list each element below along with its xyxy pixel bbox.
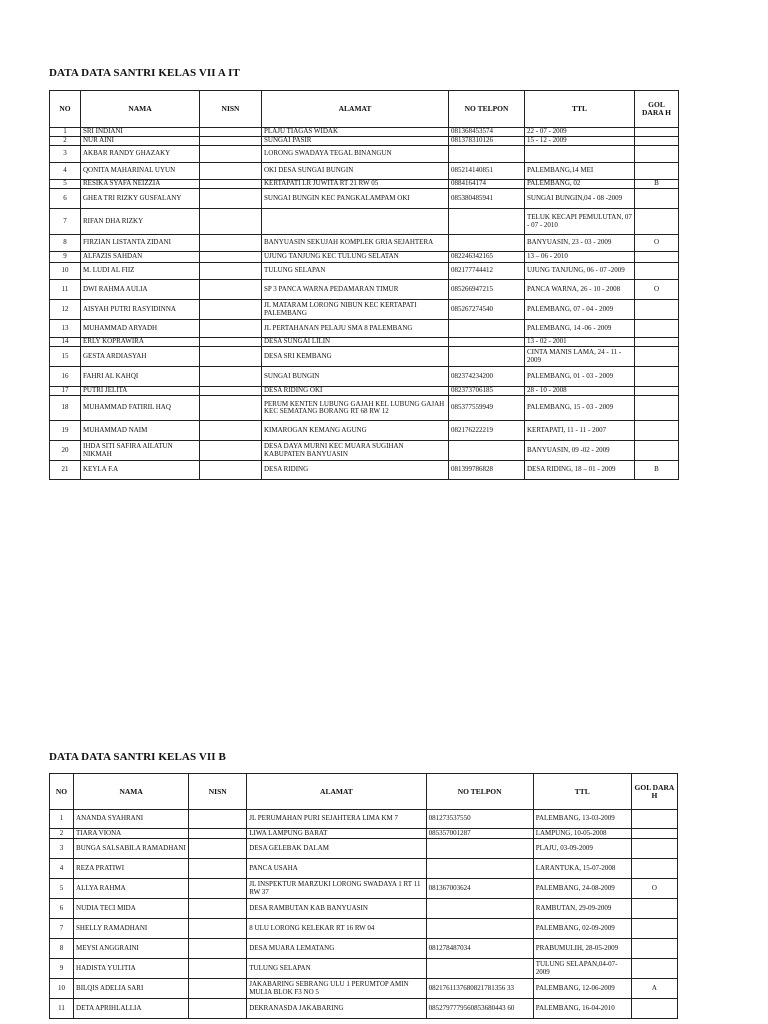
cell-ttl: BANYUASIN, 09 -02 - 2009 — [525, 441, 635, 461]
table-row — [50, 189, 679, 209]
cell-nisn — [200, 347, 262, 367]
cell-nisn — [189, 959, 247, 979]
cell-gol — [631, 899, 677, 919]
table-row — [50, 280, 679, 300]
cell-gol — [635, 338, 679, 347]
cell-nisn — [200, 338, 262, 347]
cell-alamat: OKI DESA SUNGAI BUNGIN — [262, 163, 449, 180]
cell-no: 21 — [50, 461, 81, 480]
cell-nisn — [200, 137, 262, 146]
cell-alamat: DESA DAYA MURNI KEC MUARA SUGIHAN KABUPATEN BANYUASIN — [262, 441, 449, 461]
cell-ttl: PALEMBANG, 01 - 03 - 2009 — [525, 367, 635, 387]
cell-nisn — [200, 367, 262, 387]
cell-alamat: UJUNG TANJUNG KEC TULUNG SELATAN — [262, 252, 449, 263]
cell-telpon: 0884164174 — [449, 180, 525, 189]
student-table-vii-a — [49, 90, 679, 480]
cell-ttl: PALEMBANG, 02 — [525, 180, 635, 189]
cell-telpon: 085377559949 — [449, 396, 525, 421]
cell-no: 8 — [50, 939, 74, 959]
cell-gol — [635, 441, 679, 461]
cell-telpon: 085266947215 — [449, 280, 525, 300]
table-row — [50, 461, 679, 480]
cell-nisn — [189, 939, 247, 959]
column-header-telpon: NO TELPON — [426, 774, 533, 810]
section-title-vii-b: DATA DATA SANTRI KELAS VII B — [49, 751, 226, 763]
cell-no: 2 — [50, 829, 74, 839]
cell-nama: ANANDA SYAHRANI — [74, 810, 189, 829]
cell-nama: KEYLA F.A — [81, 461, 200, 480]
cell-ttl: PLAJU, 03-09-2009 — [533, 839, 631, 859]
cell-nisn — [200, 441, 262, 461]
cell-gol — [635, 189, 679, 209]
cell-nama: ALFAZIS SAHDAN — [81, 252, 200, 263]
cell-no: 11 — [50, 999, 74, 1019]
cell-telpon: 0821761137680821781356 33 — [426, 979, 533, 999]
cell-nisn — [200, 263, 262, 280]
cell-telpon: 082177744412 — [449, 263, 525, 280]
cell-gol — [635, 252, 679, 263]
cell-no: 16 — [50, 367, 81, 387]
cell-nisn — [200, 280, 262, 300]
cell-nisn — [200, 300, 262, 320]
cell-telpon: 081368453574 — [449, 128, 525, 137]
table-row — [50, 209, 679, 235]
table-row — [50, 810, 678, 829]
cell-ttl: RAMBUTAN, 29-09-2009 — [533, 899, 631, 919]
cell-no: 17 — [50, 387, 81, 396]
cell-ttl: UJUNG TANJUNG, 06 - 07 -2009 — [525, 263, 635, 280]
cell-no: 1 — [50, 810, 74, 829]
cell-no: 14 — [50, 338, 81, 347]
cell-nisn — [200, 146, 262, 163]
cell-telpon: 085357001287 — [426, 829, 533, 839]
cell-ttl: PALEMBANG, 02-09-2009 — [533, 919, 631, 939]
cell-nama: AISYAH PUTRI RASYIDINNA — [81, 300, 200, 320]
cell-telpon: 081378310126 — [449, 137, 525, 146]
table-row — [50, 999, 678, 1019]
cell-nisn — [200, 320, 262, 338]
cell-nama: DWI RAHMA AULIA — [81, 280, 200, 300]
column-header-gol: GOL DARA H — [631, 774, 677, 810]
cell-no: 18 — [50, 396, 81, 421]
cell-nisn — [200, 128, 262, 137]
cell-ttl — [525, 146, 635, 163]
cell-no: 13 — [50, 320, 81, 338]
cell-nama: SHELLY RAMADHANI — [74, 919, 189, 939]
column-header-alamat: ALAMAT — [262, 91, 449, 128]
cell-ttl: PALEMBANG, 16-04-2010 — [533, 999, 631, 1019]
cell-alamat: SUNGAI PASIR — [262, 137, 449, 146]
cell-ttl: 15 - 12 - 2009 — [525, 137, 635, 146]
cell-gol — [631, 810, 677, 829]
table-row — [50, 163, 679, 180]
table-row — [50, 347, 679, 367]
cell-no: 10 — [50, 979, 74, 999]
column-header-nisn: NISN — [200, 91, 262, 128]
column-header-ttl: TTL — [533, 774, 631, 810]
cell-telpon: 082246342165 — [449, 252, 525, 263]
cell-ttl: PALEMBANG, 13-03-2009 — [533, 810, 631, 829]
table-row — [50, 979, 678, 999]
cell-no: 11 — [50, 280, 81, 300]
cell-nama: TIARA VIONA — [74, 829, 189, 839]
cell-nama: AKBAR RANDY GHAZAKY — [81, 146, 200, 163]
cell-no: 3 — [50, 839, 74, 859]
cell-telpon — [449, 441, 525, 461]
cell-telpon — [426, 959, 533, 979]
cell-nisn — [200, 421, 262, 441]
cell-telpon — [449, 338, 525, 347]
cell-gol — [635, 421, 679, 441]
cell-alamat: PLAJU TIAGAS WIDAK — [262, 128, 449, 137]
cell-ttl: DESA RIDING, 18 – 01 - 2009 — [525, 461, 635, 480]
table-header — [50, 91, 679, 128]
cell-alamat: DESA RIDING OKI — [262, 387, 449, 396]
cell-no: 10 — [50, 263, 81, 280]
cell-alamat: DESA SUNGAI LILIN — [262, 338, 449, 347]
cell-nama: SRI INDIANI — [81, 128, 200, 137]
cell-gol — [635, 137, 679, 146]
cell-alamat: TULUNG SELAPAN — [262, 263, 449, 280]
table-row — [50, 829, 678, 839]
cell-telpon: 0852797779560853680443 60 — [426, 999, 533, 1019]
cell-alamat: PANCA USAHA — [247, 859, 426, 879]
header-row — [50, 774, 678, 810]
cell-gol — [635, 209, 679, 235]
cell-ttl: PALEMBANG, 24-08-2009 — [533, 879, 631, 899]
cell-telpon — [426, 839, 533, 859]
cell-nama: MUHAMMAD NAIM — [81, 421, 200, 441]
cell-gol: B — [635, 461, 679, 480]
table-row — [50, 263, 679, 280]
cell-alamat: LORONG SWADAYA TEGAL BINANGUN — [262, 146, 449, 163]
column-header-ttl: TTL — [525, 91, 635, 128]
cell-telpon: 085267274540 — [449, 300, 525, 320]
cell-nisn — [200, 461, 262, 480]
cell-no: 19 — [50, 421, 81, 441]
cell-no: 5 — [50, 180, 81, 189]
cell-telpon — [426, 919, 533, 939]
cell-gol — [635, 347, 679, 367]
cell-gol — [631, 939, 677, 959]
cell-telpon: 082374234200 — [449, 367, 525, 387]
cell-telpon: 081273537550 — [426, 810, 533, 829]
cell-telpon — [449, 347, 525, 367]
cell-nama: GESTA ARDIASYAH — [81, 347, 200, 367]
cell-alamat: DESA GELEBAK DALAM — [247, 839, 426, 859]
cell-telpon: 082373706185 — [449, 387, 525, 396]
cell-alamat: JL INSPEKTUR MARZUKI LORONG SWADAYA 1 RT 11 RW 37 — [247, 879, 426, 899]
cell-alamat: DESA RAMBUTAN KAB BANYUASIN — [247, 899, 426, 919]
cell-ttl: 28 - 10 - 2008 — [525, 387, 635, 396]
cell-telpon: 081367003624 — [426, 879, 533, 899]
cell-no: 8 — [50, 235, 81, 252]
cell-telpon — [426, 859, 533, 879]
cell-gol — [635, 396, 679, 421]
cell-no: 7 — [50, 209, 81, 235]
cell-alamat: SUNGAI BUNGIN KEC PANGKALAMPAM OKI — [262, 189, 449, 209]
cell-no: 6 — [50, 899, 74, 919]
cell-nama: BILQIS ADELIA SARI — [74, 979, 189, 999]
cell-nama: HADISTA YULITIA — [74, 959, 189, 979]
column-header-nama: NAMA — [81, 91, 200, 128]
cell-gol — [635, 367, 679, 387]
cell-no: 9 — [50, 252, 81, 263]
cell-ttl: PRABUMULIH, 28-05-2009 — [533, 939, 631, 959]
table-body — [50, 810, 678, 1019]
cell-no: 4 — [50, 859, 74, 879]
cell-ttl: PALEMBANG,14 MEI — [525, 163, 635, 180]
cell-ttl: BANYUASIN, 23 - 03 - 2009 — [525, 235, 635, 252]
cell-alamat: LIWA LAMPUNG BARAT — [247, 829, 426, 839]
cell-ttl: 13 – 06 - 2010 — [525, 252, 635, 263]
cell-nama: NUR AINI — [81, 137, 200, 146]
cell-nama: ALLYA RAHMA — [74, 879, 189, 899]
cell-ttl: PALEMBANG, 14 -06 - 2009 — [525, 320, 635, 338]
cell-ttl: PALEMBANG, 07 - 04 - 2009 — [525, 300, 635, 320]
cell-nisn — [200, 252, 262, 263]
cell-telpon — [449, 235, 525, 252]
cell-nama: PUTRI JELITA — [81, 387, 200, 396]
cell-alamat: DESA MUARA LEMATANG — [247, 939, 426, 959]
table-row — [50, 320, 679, 338]
cell-nama: REZA PRATIWI — [74, 859, 189, 879]
cell-nisn — [189, 999, 247, 1019]
cell-nama: RIFAN DHA RIZKY — [81, 209, 200, 235]
cell-nama: M. LUDI AL FIIZ — [81, 263, 200, 280]
cell-nama: FAHRI AL KAHQI — [81, 367, 200, 387]
cell-ttl: PALEMBANG, 12-06-2009 — [533, 979, 631, 999]
table-row — [50, 252, 679, 263]
cell-no: 6 — [50, 189, 81, 209]
cell-telpon: 085380485941 — [449, 189, 525, 209]
cell-alamat: DEKRANASDA JAKABARING — [247, 999, 426, 1019]
cell-nisn — [189, 859, 247, 879]
cell-no: 15 — [50, 347, 81, 367]
cell-no: 9 — [50, 959, 74, 979]
column-header-nama: NAMA — [74, 774, 189, 810]
cell-ttl: TELUK KECAPI PEMULUTAN, 07 - 07 - 2010 — [525, 209, 635, 235]
cell-telpon — [449, 320, 525, 338]
cell-nama: DETA APRIHLALLIA — [74, 999, 189, 1019]
table-body — [50, 128, 679, 480]
table-row — [50, 146, 679, 163]
cell-nisn — [200, 180, 262, 189]
cell-nisn — [200, 387, 262, 396]
cell-nama: GHEA TRI RIZKY GUSFALANY — [81, 189, 200, 209]
cell-nama: NUDIA TECI MIDA — [74, 899, 189, 919]
column-header-telpon: NO TELPON — [449, 91, 525, 128]
cell-alamat: TULUNG SELAPAN — [247, 959, 426, 979]
cell-gol: O — [631, 879, 677, 899]
cell-gol — [635, 387, 679, 396]
cell-ttl: LARANTUKA, 15-07-2008 — [533, 859, 631, 879]
cell-gol — [635, 163, 679, 180]
table-row — [50, 235, 679, 252]
table-row — [50, 421, 679, 441]
cell-nisn — [189, 899, 247, 919]
cell-no: 20 — [50, 441, 81, 461]
cell-telpon: 081278487034 — [426, 939, 533, 959]
cell-nisn — [189, 839, 247, 859]
table-row — [50, 128, 679, 137]
header-row — [50, 91, 679, 128]
cell-gol — [635, 128, 679, 137]
column-header-no: NO — [50, 774, 74, 810]
cell-gol: B — [635, 180, 679, 189]
cell-gol: A — [631, 979, 677, 999]
cell-nisn — [200, 163, 262, 180]
cell-gol: O — [635, 280, 679, 300]
cell-gol — [631, 829, 677, 839]
cell-nama: RESIKA SYAFA NEIZZIA — [81, 180, 200, 189]
cell-gol — [631, 999, 677, 1019]
cell-alamat: DESA RIDING — [262, 461, 449, 480]
cell-nama: MEYSI ANGGRAINI — [74, 939, 189, 959]
cell-ttl: KERTAPATI, 11 - 11 - 2007 — [525, 421, 635, 441]
cell-telpon: 081399786828 — [449, 461, 525, 480]
cell-alamat: KIMAROGAN KEMANG AGUNG — [262, 421, 449, 441]
cell-no: 2 — [50, 137, 81, 146]
table-row — [50, 300, 679, 320]
cell-nisn — [189, 810, 247, 829]
table-row — [50, 939, 678, 959]
cell-no: 3 — [50, 146, 81, 163]
column-header-gol: GOL DARA H — [635, 91, 679, 128]
cell-no: 7 — [50, 919, 74, 939]
cell-gol — [635, 146, 679, 163]
cell-telpon — [426, 899, 533, 919]
cell-ttl: TULUNG SELAPAN,04-07-2009 — [533, 959, 631, 979]
cell-alamat: BANYUASIN SEKUJAH KOMPLEK GRIA SEJAHTERA — [262, 235, 449, 252]
cell-telpon — [449, 146, 525, 163]
cell-alamat: PERUM KENTEN LUBUNG GAJAH KEL LUBUNG GAJAH KEC SEMATANG BORANG RT 68 RW 12 — [262, 396, 449, 421]
cell-nama: QONITA MAHARINAL UYUN — [81, 163, 200, 180]
table-row — [50, 959, 678, 979]
cell-alamat: SUNGAI BUNGIN — [262, 367, 449, 387]
cell-gol — [631, 959, 677, 979]
cell-alamat: JL PERTAHANAN PELAJU SMA 8 PALEMBANG — [262, 320, 449, 338]
table-row — [50, 367, 679, 387]
table-row — [50, 441, 679, 461]
table-row — [50, 899, 678, 919]
cell-nama: BUNGA SALSABILA RAMADHANI — [74, 839, 189, 859]
cell-nisn — [189, 979, 247, 999]
cell-nisn — [200, 396, 262, 421]
cell-telpon: 085214140851 — [449, 163, 525, 180]
section-title-vii-a: DATA DATA SANTRI KELAS VII A IT — [49, 67, 240, 79]
cell-ttl: PALEMBANG, 15 - 03 - 2009 — [525, 396, 635, 421]
table-row — [50, 859, 678, 879]
cell-nisn — [189, 829, 247, 839]
column-header-nisn: NISN — [189, 774, 247, 810]
cell-ttl: CINTA MANIS LAMA, 24 - 11 - 2009 — [525, 347, 635, 367]
cell-ttl: LAMPUNG, 10-05-2008 — [533, 829, 631, 839]
cell-nama: FIRZIAN LISTANTA ZIDANI — [81, 235, 200, 252]
cell-gol — [635, 300, 679, 320]
cell-telpon — [449, 209, 525, 235]
cell-ttl: 13 - 02 - 2001 — [525, 338, 635, 347]
cell-nisn — [200, 209, 262, 235]
cell-nama: MUHAMMAD FATIRIL HAQ — [81, 396, 200, 421]
cell-gol — [635, 320, 679, 338]
cell-alamat: SP 3 PANCA WARNA PEDAMARAN TIMUR — [262, 280, 449, 300]
cell-no: 5 — [50, 879, 74, 899]
cell-gol — [631, 859, 677, 879]
cell-gol: O — [635, 235, 679, 252]
cell-alamat: KERTAPATI LR JUWITA RT 21 RW 05 — [262, 180, 449, 189]
cell-nisn — [200, 235, 262, 252]
table-row — [50, 919, 678, 939]
cell-alamat: DESA SRI KEMBANG — [262, 347, 449, 367]
column-header-alamat: ALAMAT — [247, 774, 426, 810]
cell-gol — [631, 839, 677, 859]
cell-alamat — [262, 209, 449, 235]
table-row — [50, 879, 678, 899]
cell-gol — [631, 919, 677, 939]
table-row — [50, 180, 679, 189]
cell-no: 4 — [50, 163, 81, 180]
column-header-no: NO — [50, 91, 81, 128]
cell-ttl: SUNGAI BUNGIN,04 - 08 -2009 — [525, 189, 635, 209]
cell-nisn — [200, 189, 262, 209]
table-row — [50, 338, 679, 347]
student-table-vii-b — [49, 773, 678, 1019]
cell-alamat: JL MATARAM LORONG NIBUN KEC KERTAPATI PALEMBANG — [262, 300, 449, 320]
cell-nisn — [189, 879, 247, 899]
table-row — [50, 137, 679, 146]
cell-alamat: 8 ULU LORONG KELEKAR RT 16 RW 04 — [247, 919, 426, 939]
table-row — [50, 387, 679, 396]
cell-nisn — [189, 919, 247, 939]
cell-nama: ERLY KOPRAWIRA — [81, 338, 200, 347]
cell-no: 12 — [50, 300, 81, 320]
table-row — [50, 839, 678, 859]
cell-gol — [635, 263, 679, 280]
cell-no: 1 — [50, 128, 81, 137]
cell-alamat: JAKABARING SEBRANG ULU 1 PERUMTOP AMIN MULIA BLOK F3 NO 5 — [247, 979, 426, 999]
cell-alamat: JL PERUMAHAN PURI SEJAHTERA LIMA KM 7 — [247, 810, 426, 829]
table-header — [50, 774, 678, 810]
cell-telpon: 082176222219 — [449, 421, 525, 441]
cell-nama: MUHAMMAD ARYADH — [81, 320, 200, 338]
table-row — [50, 396, 679, 421]
cell-ttl: 22 - 07 - 2009 — [525, 128, 635, 137]
cell-ttl: PANCA WARNA, 26 - 10 - 2008 — [525, 280, 635, 300]
cell-nama: IHDA SITI SAFIRA AILATUN NIKMAH — [81, 441, 200, 461]
